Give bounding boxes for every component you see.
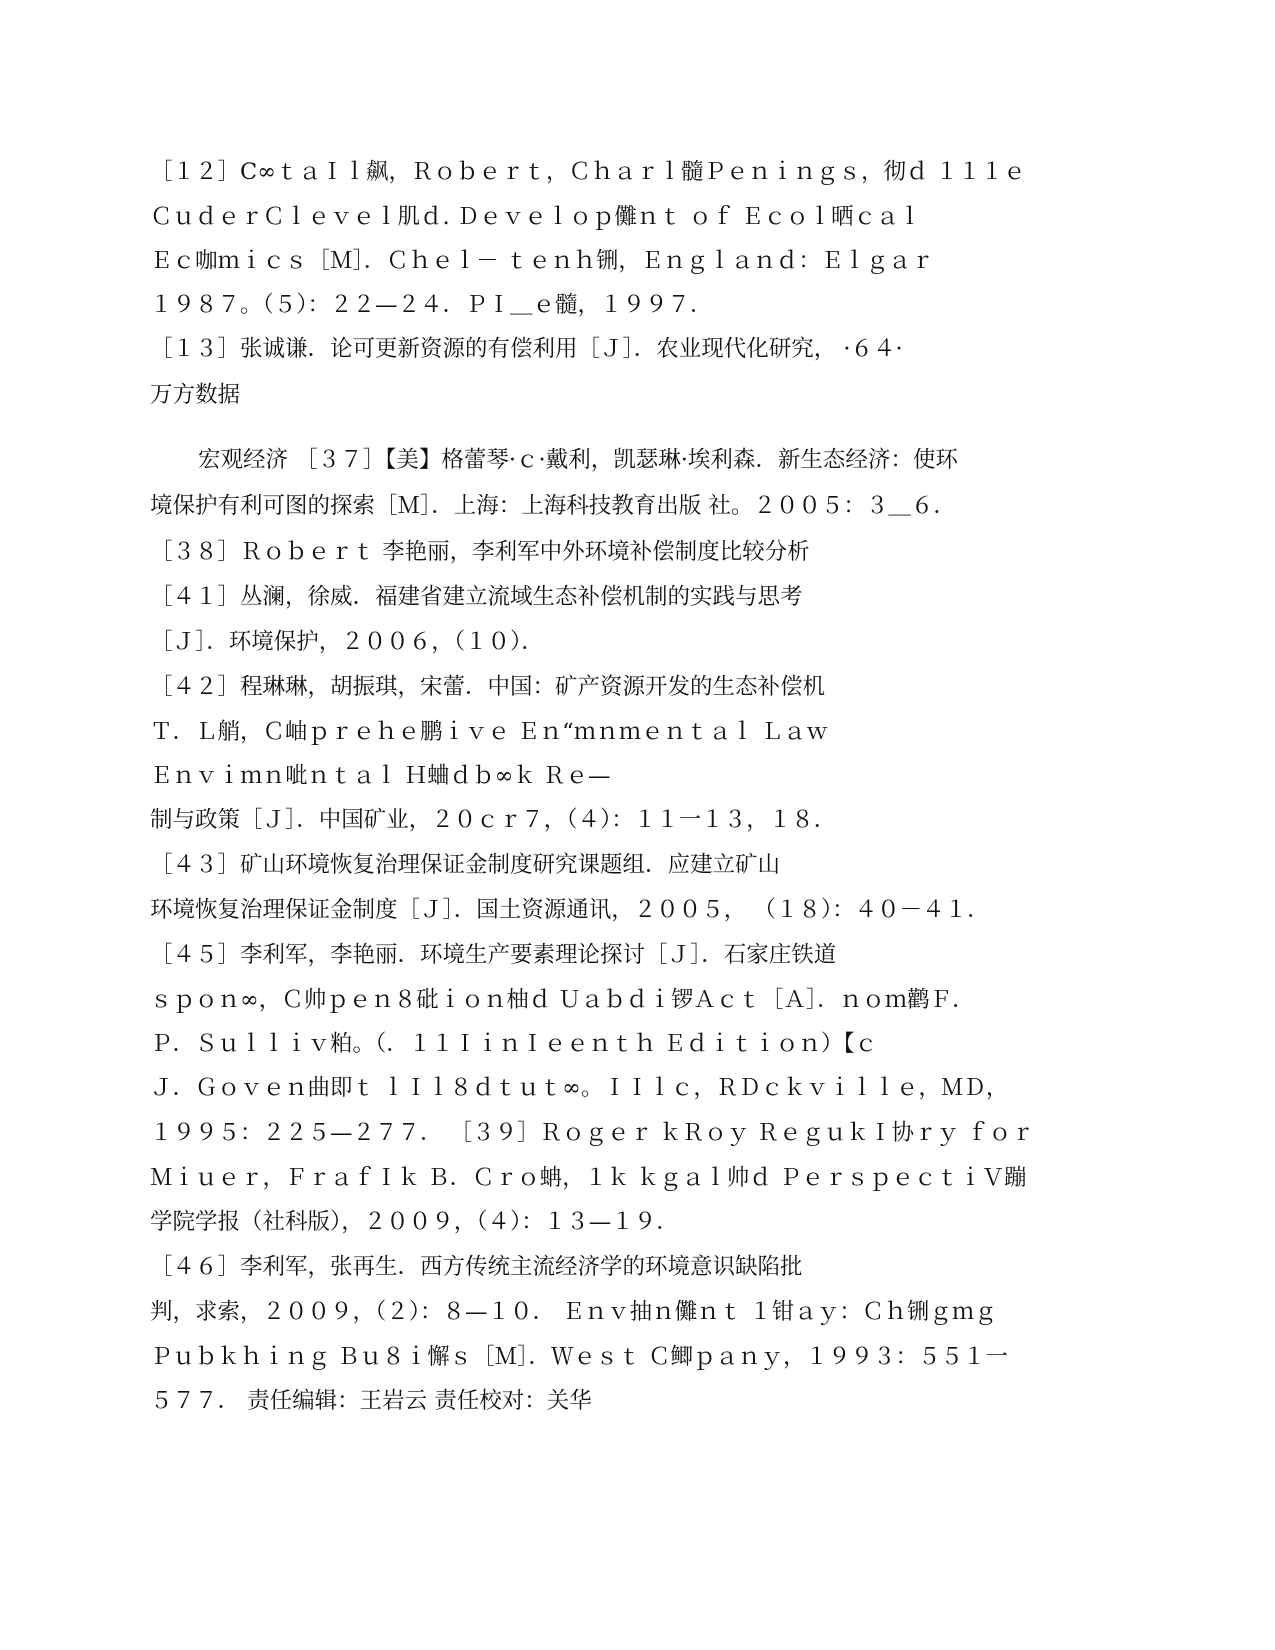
ref-12-line-2: ＣｕｄｅｒＣｌｅｖｅｌ肌ｄ. Ｄｅｖｅｌｏｐ儺ｎｔ ｏｆ Ｅｃｏｌ晒ｃａｌ [150, 204, 922, 230]
ref-39-line-2: Ｍｉｕｅｒ，ＦｒａｆＩｋ Ｂ．Ｃｒｏ蚺，１ｋ ｋｇａｌ帅ｄ ＰｅｒｓｐｅｃｔｉＶ蹦 [150, 1165, 1027, 1191]
ref-43-line-1: ［４３］矿山环境恢复治理保证金制度研究课题组．应建立矿山 [150, 852, 781, 878]
editor-credits-line: ５７７． 责任编辑：王岩云 责任校对：关华 [150, 1388, 592, 1414]
ref-42-line-3: Ｅｎｖｉｍｎ呲ｎｔａｌ Ｈ蛐ｄｂ∞ｋ Ｒｅ— [150, 763, 611, 789]
ref-39-line-1: １９９５：２２５—２７７． ［３９］Ｒｏｇｅｒ ｋＲｏｙ ＲｅｇｕｋＩ协ｒｙ ｆｏｒ [150, 1120, 1034, 1146]
ref-46-line-1: ［４６］李利军，张再生．西方传统主流经济学的环境意识缺陷批 [150, 1254, 803, 1280]
ref-42-line-4: 制与政策［Ｊ］．中国矿业，２０ｃｒ７，（４）：１１一１３，１８． [150, 807, 837, 833]
ref-45-line-2: ｓｐｏｎ∞，Ｃ帅ｐｅｎ８砒ｉｏｎ柚ｄ Ｕａｂｄｉ锣Ａｃｔ［Ａ］．ｎｏｍ鹳Ｆ． [150, 987, 975, 1013]
ref-13-line: ［１３］张诚谦．论可更新资源的有偿利用［Ｊ］．农业现代化研究， ·６４· [150, 336, 903, 362]
watermark-text: 万方数据 [150, 382, 241, 408]
ref-43-line-2: 环境恢复治理保证金制度［Ｊ］．国土资源通讯，２００５， （１８）：４０－４１． [150, 897, 990, 923]
ref-12-line-1: ［１２］C∞ｔａＩｌ飙，Ｒｏｂｅｒｔ，Ｃｈａｒｌ髓Ｐｅｎｉｎｇｓ，彻ｄ １１１ｅ [150, 159, 1026, 185]
ref-45-line-1: ［４５］李利军，李艳丽．环境生产要素理论探讨［Ｊ］．石家庄铁道 [150, 942, 837, 968]
ref-46-line-2: 判，求索，２００９，（２）：８—１０． Ｅｎｖ抽ｎ儺ｎｔ １钳ａｙ：Ｃｈ铏ｇｍｇ [150, 1299, 997, 1325]
ref-37-line-1: 宏观经济 ［３７］【美】格蕾琴·ｃ·戴利，凯瑟琳·埃利森．新生态经济：使环 [198, 447, 958, 473]
ref-12-line-4: １９８７。（５）：２２—２４．ＰＩ＿ｅ髓，１９９７． [150, 292, 713, 318]
ref-45-line-5: 学院学报（社科版），２００９，（４）：１３—１９． [150, 1209, 679, 1235]
ref-45-line-4: Ｊ．Ｇｏｖｅｎ曲即ｔ ｌＩｌ８ｄｔｕｔ∞。ＩＩｌｃ，ＲＤｃｋｖｉｌｌｅ，ＭＤ， [150, 1075, 1009, 1101]
ref-12-line-3: Ｅｃ咖ｍｉｃｓ［Ｍ］．Ｃｈｅｌ－ ｔｅｎｈ铏，Ｅｎｇｌａｎｄ：Ｅｌｇａｒ [150, 248, 934, 274]
ref-45-line-3: Ｐ．Ｓｕｌｌｉｖ粕。（．１１ＩｉｎＩｅｅｎｔｈ Ｅｄｉｔｉｏｎ）【ｃ [150, 1031, 878, 1057]
ref-38-line: ［３８］Ｒｏｂｅｒｔ 李艳丽，李利军中外环境补偿制度比较分析 [150, 539, 810, 565]
ref-37-line-2: 境保护有利可图的探索［Ｍ］．上海：上海科技教育出版 社。２００５：３＿６． [150, 493, 956, 519]
ref-41-line-2: ［Ｊ］．环境保护，２００６，（１０）． [150, 629, 544, 655]
ref-41-line-1: ［４１］丛澜，徐威．福建省建立流域生态补偿机制的实践与思考 [150, 584, 803, 610]
ref-42-line-2: Ｔ．Ｌ艄，Ｃ岫ｐｒｅｈｅ鹏ｉｖｅ Ｅｎ“ｍｎｍｅｎｔａｌ Ｌａｗ [150, 719, 829, 745]
ref-42-line-1: ［４２］程琳琳，胡振琪，宋蕾．中国：矿产资源开发的生态补偿机 [150, 674, 826, 700]
ref-46-line-3: Ｐｕｂｋｈｉｎｇ Ｂｕ８ｉ懈ｓ［Ｍ］．Ｗｅｓｔ Ｃ鲫ｐａｎｙ，１９９３：５５１一 [150, 1344, 1009, 1370]
